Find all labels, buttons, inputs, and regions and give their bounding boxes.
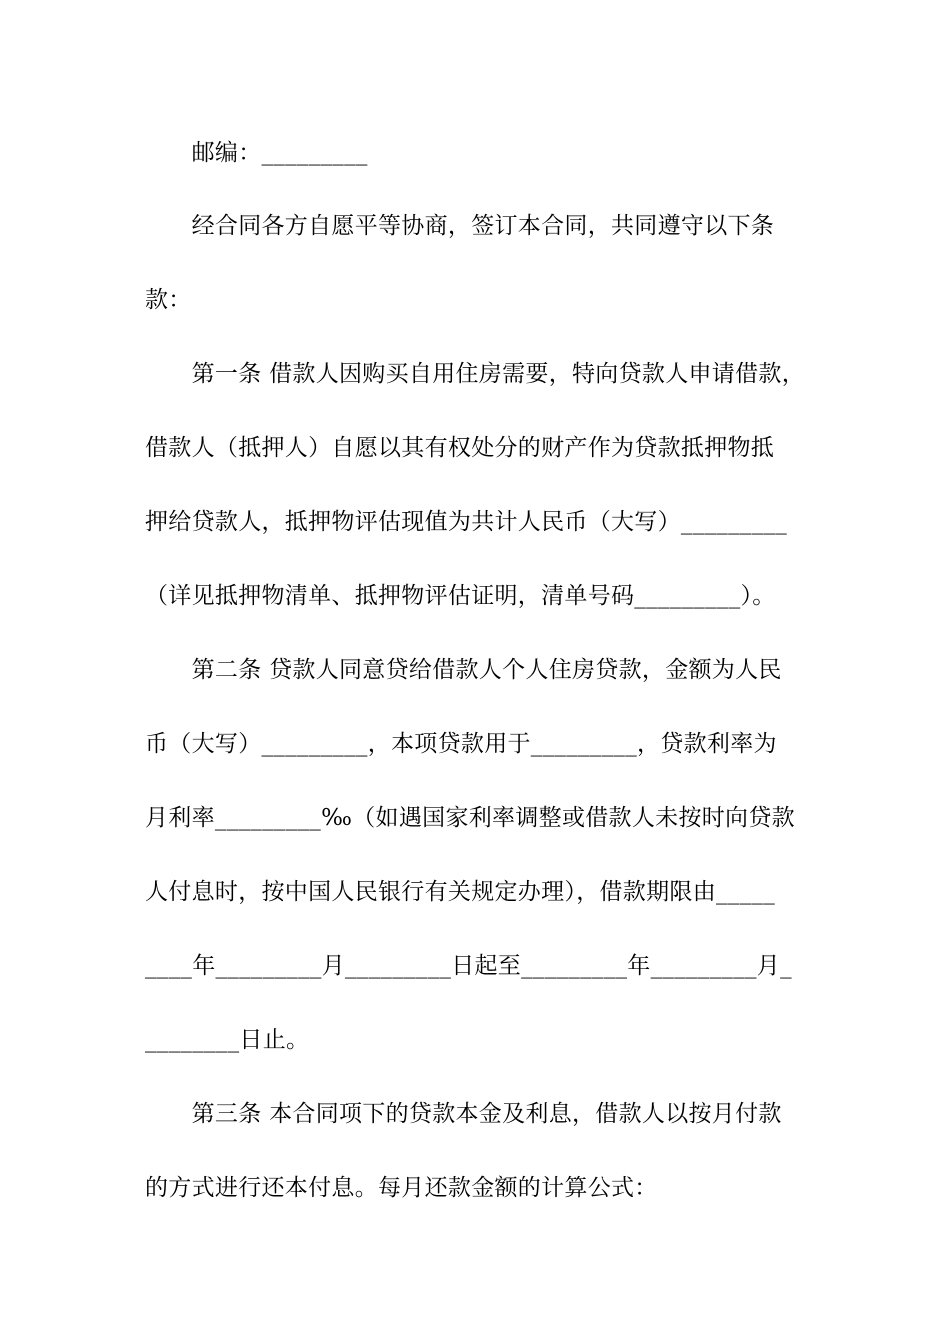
preamble-line-1: 经合同各方自愿平等协商，签订本合同，共同遵守以下条 [145,213,775,239]
postcode-line: 邮编：_________ [145,140,368,166]
article-2-line-3: 月利率_________‰（如遇国家利率调整或借款人未按时向贷款 [145,805,795,831]
article-1-line-2: 借款人（抵押人）自愿以其有权处分的财产作为贷款抵押物抵 [145,435,775,461]
article-2-line-2: 币（大写）_________，本项贷款用于_________，贷款利率为 [145,731,777,757]
article-3-line-1: 第三条 本合同项下的贷款本金及利息，借款人以按月付款 [145,1101,782,1127]
article-1-line-1: 第一条 借款人因购买自用住房需要，特向贷款人申请借款， [145,361,806,387]
preamble-line-2: 款： [145,287,192,313]
article-3-line-2: 的方式进行还本付息。每月还款金额的计算公式： [145,1175,658,1201]
article-2-line-1: 第二条 贷款人同意贷给借款人个人住房贷款，金额为人民 [145,657,782,683]
article-2-line-4: 人付息时，按中国人民银行有关规定办理），借款期限由_____ [145,879,775,905]
article-1-line-4: （详见抵押物清单、抵押物评估证明，清单号码_________）。 [145,583,776,609]
article-2-line-6: ________日止。 [145,1027,310,1053]
article-1-line-3: 押给贷款人，抵押物评估现值为共计人民币（大写）_________ [145,509,788,535]
article-2-line-5: ____年_________月_________日起至_________年_________月_ [145,953,792,979]
